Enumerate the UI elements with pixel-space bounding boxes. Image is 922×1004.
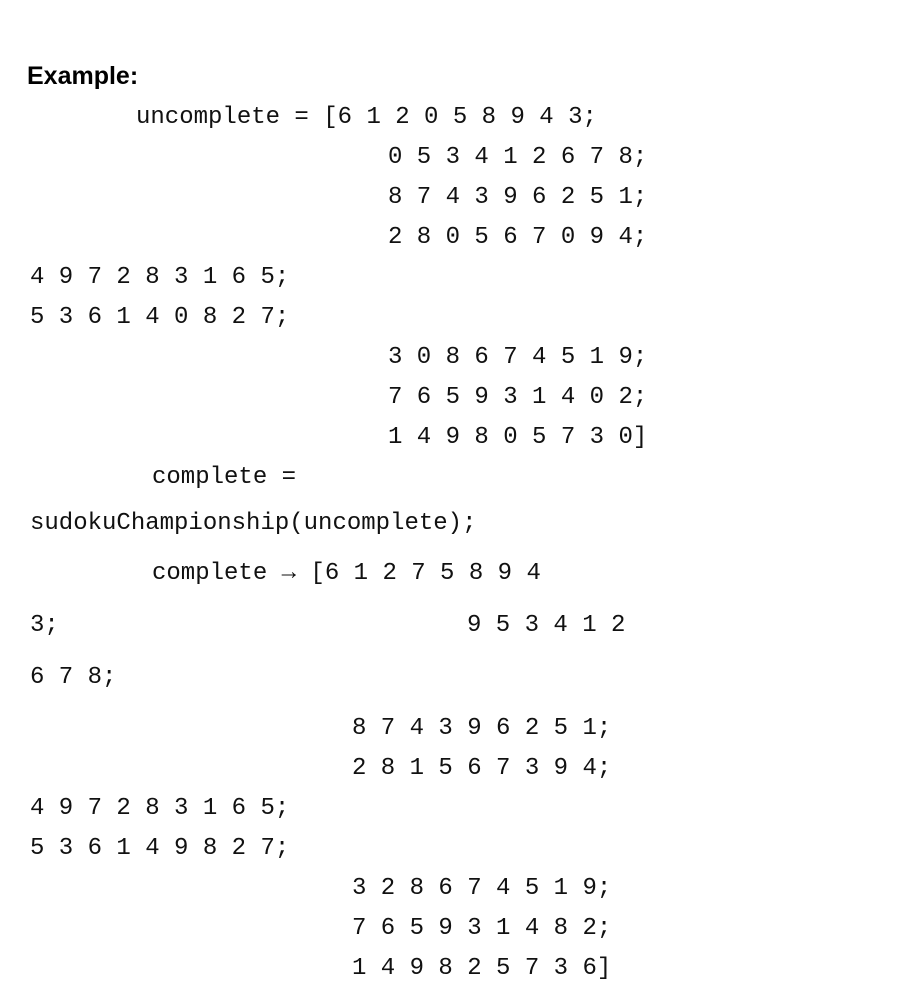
code-line: 8 7 4 3 9 6 2 5 1; xyxy=(388,184,648,211)
code-line: 0 5 3 4 1 2 6 7 8; xyxy=(388,144,648,171)
code-line: 2 8 0 5 6 7 0 9 4; xyxy=(388,224,648,251)
code-line: 7 6 5 9 3 1 4 0 2; xyxy=(388,384,648,411)
code-line: 1 4 9 8 0 5 7 3 0] xyxy=(388,424,648,451)
code-line: 9 5 3 4 1 2 xyxy=(467,612,626,639)
code-line: 8 7 4 3 9 6 2 5 1; xyxy=(352,715,612,742)
code-line: 7 6 5 9 3 1 4 8 2; xyxy=(352,915,612,942)
code-line: 3; xyxy=(30,612,59,639)
code-line-complete-result: complete → [6 1 2 7 5 8 9 4 xyxy=(152,560,541,587)
code-line: 4 9 7 2 8 3 1 6 5; xyxy=(30,264,290,291)
code-line: 3 0 8 6 7 4 5 1 9; xyxy=(388,344,648,371)
code-line: 1 4 9 8 2 5 7 3 6] xyxy=(352,955,612,982)
code-line-complete-assign: complete = xyxy=(152,464,297,491)
example-heading: Example: xyxy=(27,62,139,90)
code-line: 3 2 8 6 7 4 5 1 9; xyxy=(352,875,612,902)
code-line: 6 7 8; xyxy=(30,664,117,691)
code-line: 2 8 1 5 6 7 3 9 4; xyxy=(352,755,612,782)
code-line: 4 9 7 2 8 3 1 6 5; xyxy=(30,795,290,822)
code-line-function-call: sudokuChampionship(uncomplete); xyxy=(30,510,477,537)
code-line-uncomplete-start: uncomplete = [6 1 2 0 5 8 9 4 3; xyxy=(136,104,597,131)
code-line: 5 3 6 1 4 0 8 2 7; xyxy=(30,304,290,331)
code-line: 5 3 6 1 4 9 8 2 7; xyxy=(30,835,290,862)
